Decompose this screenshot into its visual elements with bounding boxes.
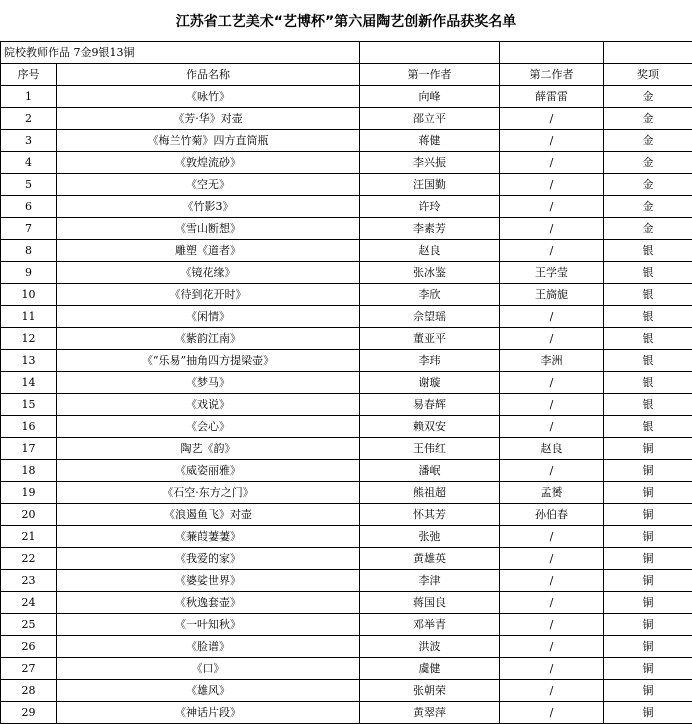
work-title: 《秋逸套壶》: [57, 592, 360, 614]
first-author: 谢璇: [360, 372, 500, 394]
award-level: 金: [604, 196, 692, 218]
row-number: 12: [1, 328, 57, 350]
table-row: [1, 174, 692, 196]
second-author: /: [500, 702, 604, 724]
work-title: 《脸谱》: [57, 636, 360, 658]
header-no: 序号: [1, 64, 57, 86]
section-label: 院校教师作品 7金9银13铜: [1, 42, 360, 64]
award-level: 银: [604, 328, 692, 350]
work-title: 《镜花缘》: [57, 262, 360, 284]
table-row: [1, 592, 692, 614]
row-number: 26: [1, 636, 57, 658]
second-author: /: [500, 658, 604, 680]
first-author: 虞健: [360, 658, 500, 680]
second-author: /: [500, 570, 604, 592]
document-title: 江苏省工艺美术“艺博杯”第六届陶艺创新作品获奖名单: [0, 0, 692, 41]
work-title: 《一叶知秋》: [57, 614, 360, 636]
award-level: 金: [604, 174, 692, 196]
award-level: 银: [604, 372, 692, 394]
row-number: 5: [1, 174, 57, 196]
row-number: 11: [1, 306, 57, 328]
award-level: 银: [604, 416, 692, 438]
table-row: [1, 86, 692, 108]
first-author: 董亚平: [360, 328, 500, 350]
award-level: 铜: [604, 526, 692, 548]
award-level: 铜: [604, 460, 692, 482]
row-number: 22: [1, 548, 57, 570]
second-author: 王旖旎: [500, 284, 604, 306]
first-author: 潘岷: [360, 460, 500, 482]
first-author: 向峰: [360, 86, 500, 108]
second-author: 李洲: [500, 350, 604, 372]
second-author: 孙伯春: [500, 504, 604, 526]
table-row: [1, 394, 692, 416]
work-title: 《“乐易”抽角四方提梁壶》: [57, 350, 360, 372]
second-author: /: [500, 218, 604, 240]
table-row: [1, 108, 692, 130]
row-number: 7: [1, 218, 57, 240]
table-row: [1, 658, 692, 680]
row-number: 16: [1, 416, 57, 438]
first-author: 汪国勤: [360, 174, 500, 196]
section-row: [1, 42, 692, 64]
row-number: 4: [1, 152, 57, 174]
first-author: 赖双安: [360, 416, 500, 438]
award-level: 铜: [604, 438, 692, 460]
work-title: 《神话片段》: [57, 702, 360, 724]
table-row: [1, 680, 692, 702]
award-level: 金: [604, 152, 692, 174]
table-row: [1, 416, 692, 438]
table-row: [1, 328, 692, 350]
empty-cell: [360, 42, 500, 64]
second-author: 赵良: [500, 438, 604, 460]
award-level: 铜: [604, 592, 692, 614]
first-author: 洪波: [360, 636, 500, 658]
second-author: /: [500, 196, 604, 218]
work-title: 《雪山断想》: [57, 218, 360, 240]
second-author: /: [500, 592, 604, 614]
work-title: 《芳·华》对壶: [57, 108, 360, 130]
award-level: 金: [604, 108, 692, 130]
row-number: 18: [1, 460, 57, 482]
work-title: 《戏说》: [57, 394, 360, 416]
second-author: /: [500, 526, 604, 548]
award-level: 铜: [604, 482, 692, 504]
first-author: 熊祖超: [360, 482, 500, 504]
award-level: 银: [604, 262, 692, 284]
work-title: 《雄风》: [57, 680, 360, 702]
table-row: [1, 306, 692, 328]
work-title: 《紫韵江南》: [57, 328, 360, 350]
work-title: 《空无》: [57, 174, 360, 196]
table-row: [1, 636, 692, 658]
first-author: 黄雄英: [360, 548, 500, 570]
work-title: 《石空·东方之门》: [57, 482, 360, 504]
table-row: [1, 350, 692, 372]
first-author: 佘望瑶: [360, 306, 500, 328]
second-author: /: [500, 460, 604, 482]
row-number: 27: [1, 658, 57, 680]
row-number: 24: [1, 592, 57, 614]
row-number: 15: [1, 394, 57, 416]
header-award: 奖项: [604, 64, 692, 86]
award-level: 铜: [604, 636, 692, 658]
table-row: [1, 218, 692, 240]
empty-cell: [500, 42, 604, 64]
table-row: [1, 482, 692, 504]
award-level: 银: [604, 306, 692, 328]
row-number: 17: [1, 438, 57, 460]
first-author: 王伟红: [360, 438, 500, 460]
work-title: 《咏竹》: [57, 86, 360, 108]
award-level: 银: [604, 350, 692, 372]
work-title: 《蒹葭萋萋》: [57, 526, 360, 548]
award-level: 铜: [604, 570, 692, 592]
row-number: 21: [1, 526, 57, 548]
header-author2: 第二作者: [500, 64, 604, 86]
table-row: [1, 526, 692, 548]
second-author: 孟赟: [500, 482, 604, 504]
table-row: [1, 130, 692, 152]
row-number: 6: [1, 196, 57, 218]
table-row: [1, 702, 692, 724]
second-author: /: [500, 174, 604, 196]
first-author: 张朝荣: [360, 680, 500, 702]
second-author: 薛雷雷: [500, 86, 604, 108]
first-author: 李兴振: [360, 152, 500, 174]
award-level: 铜: [604, 658, 692, 680]
work-title: 《我爱的家》: [57, 548, 360, 570]
row-number: 19: [1, 482, 57, 504]
row-number: 9: [1, 262, 57, 284]
row-number: 3: [1, 130, 57, 152]
table-row: [1, 284, 692, 306]
table-row: [1, 614, 692, 636]
award-level: 银: [604, 284, 692, 306]
row-number: 1: [1, 86, 57, 108]
second-author: 王学莹: [500, 262, 604, 284]
first-author: 易春辉: [360, 394, 500, 416]
award-level: 金: [604, 218, 692, 240]
second-author: /: [500, 152, 604, 174]
first-author: 许玲: [360, 196, 500, 218]
first-author: 黄翠萍: [360, 702, 500, 724]
second-author: /: [500, 394, 604, 416]
second-author: /: [500, 416, 604, 438]
header-row: [1, 64, 692, 86]
table-row: [1, 460, 692, 482]
second-author: /: [500, 636, 604, 658]
award-level: 铜: [604, 702, 692, 724]
second-author: /: [500, 306, 604, 328]
second-author: /: [500, 240, 604, 262]
work-title: 《梅兰竹菊》四方直筒瓶: [57, 130, 360, 152]
award-level: 金: [604, 86, 692, 108]
row-number: 13: [1, 350, 57, 372]
first-author: 邓举青: [360, 614, 500, 636]
award-level: 银: [604, 240, 692, 262]
row-number: 2: [1, 108, 57, 130]
first-author: 赵良: [360, 240, 500, 262]
first-author: 张冰鉴: [360, 262, 500, 284]
first-author: 怀其芳: [360, 504, 500, 526]
header-name: 作品名称: [57, 64, 360, 86]
table-row: [1, 196, 692, 218]
award-level: 铜: [604, 614, 692, 636]
row-number: 25: [1, 614, 57, 636]
second-author: /: [500, 372, 604, 394]
work-title: 《婆娑世界》: [57, 570, 360, 592]
award-level: 银: [604, 394, 692, 416]
row-number: 20: [1, 504, 57, 526]
work-title: 《会心》: [57, 416, 360, 438]
table-row: [1, 152, 692, 174]
second-author: /: [500, 328, 604, 350]
row-number: 14: [1, 372, 57, 394]
row-number: 10: [1, 284, 57, 306]
work-title: 雕塑《道者》: [57, 240, 360, 262]
work-title: 《口》: [57, 658, 360, 680]
header-author1: 第一作者: [360, 64, 500, 86]
award-level: 铜: [604, 504, 692, 526]
second-author: /: [500, 614, 604, 636]
award-level: 铜: [604, 548, 692, 570]
table-row: [1, 438, 692, 460]
first-author: 邵立平: [360, 108, 500, 130]
work-title: 陶艺《韵》: [57, 438, 360, 460]
first-author: 李素芳: [360, 218, 500, 240]
row-number: 23: [1, 570, 57, 592]
table-row: [1, 504, 692, 526]
row-number: 29: [1, 702, 57, 724]
table-row: [1, 548, 692, 570]
second-author: /: [500, 108, 604, 130]
work-title: 《闲情》: [57, 306, 360, 328]
second-author: /: [500, 130, 604, 152]
second-author: /: [500, 680, 604, 702]
table-row: [1, 262, 692, 284]
award-level: 金: [604, 130, 692, 152]
first-author: 李津: [360, 570, 500, 592]
work-title: 《待到花开时》: [57, 284, 360, 306]
empty-cell: [604, 42, 692, 64]
row-number: 28: [1, 680, 57, 702]
table-row: [1, 570, 692, 592]
first-author: 蒋健: [360, 130, 500, 152]
first-author: 蒋国良: [360, 592, 500, 614]
row-number: 8: [1, 240, 57, 262]
first-author: 张弛: [360, 526, 500, 548]
second-author: /: [500, 548, 604, 570]
work-title: 《梦马》: [57, 372, 360, 394]
work-title: 《敦煌流砂》: [57, 152, 360, 174]
award-level: 铜: [604, 680, 692, 702]
awards-table: [0, 41, 692, 724]
work-title: 《威姿丽雅》: [57, 460, 360, 482]
table-row: [1, 240, 692, 262]
work-title: 《竹影3》: [57, 196, 360, 218]
first-author: 李欣: [360, 284, 500, 306]
work-title: 《浪遏鱼飞》对壶: [57, 504, 360, 526]
first-author: 李玮: [360, 350, 500, 372]
table-row: [1, 372, 692, 394]
